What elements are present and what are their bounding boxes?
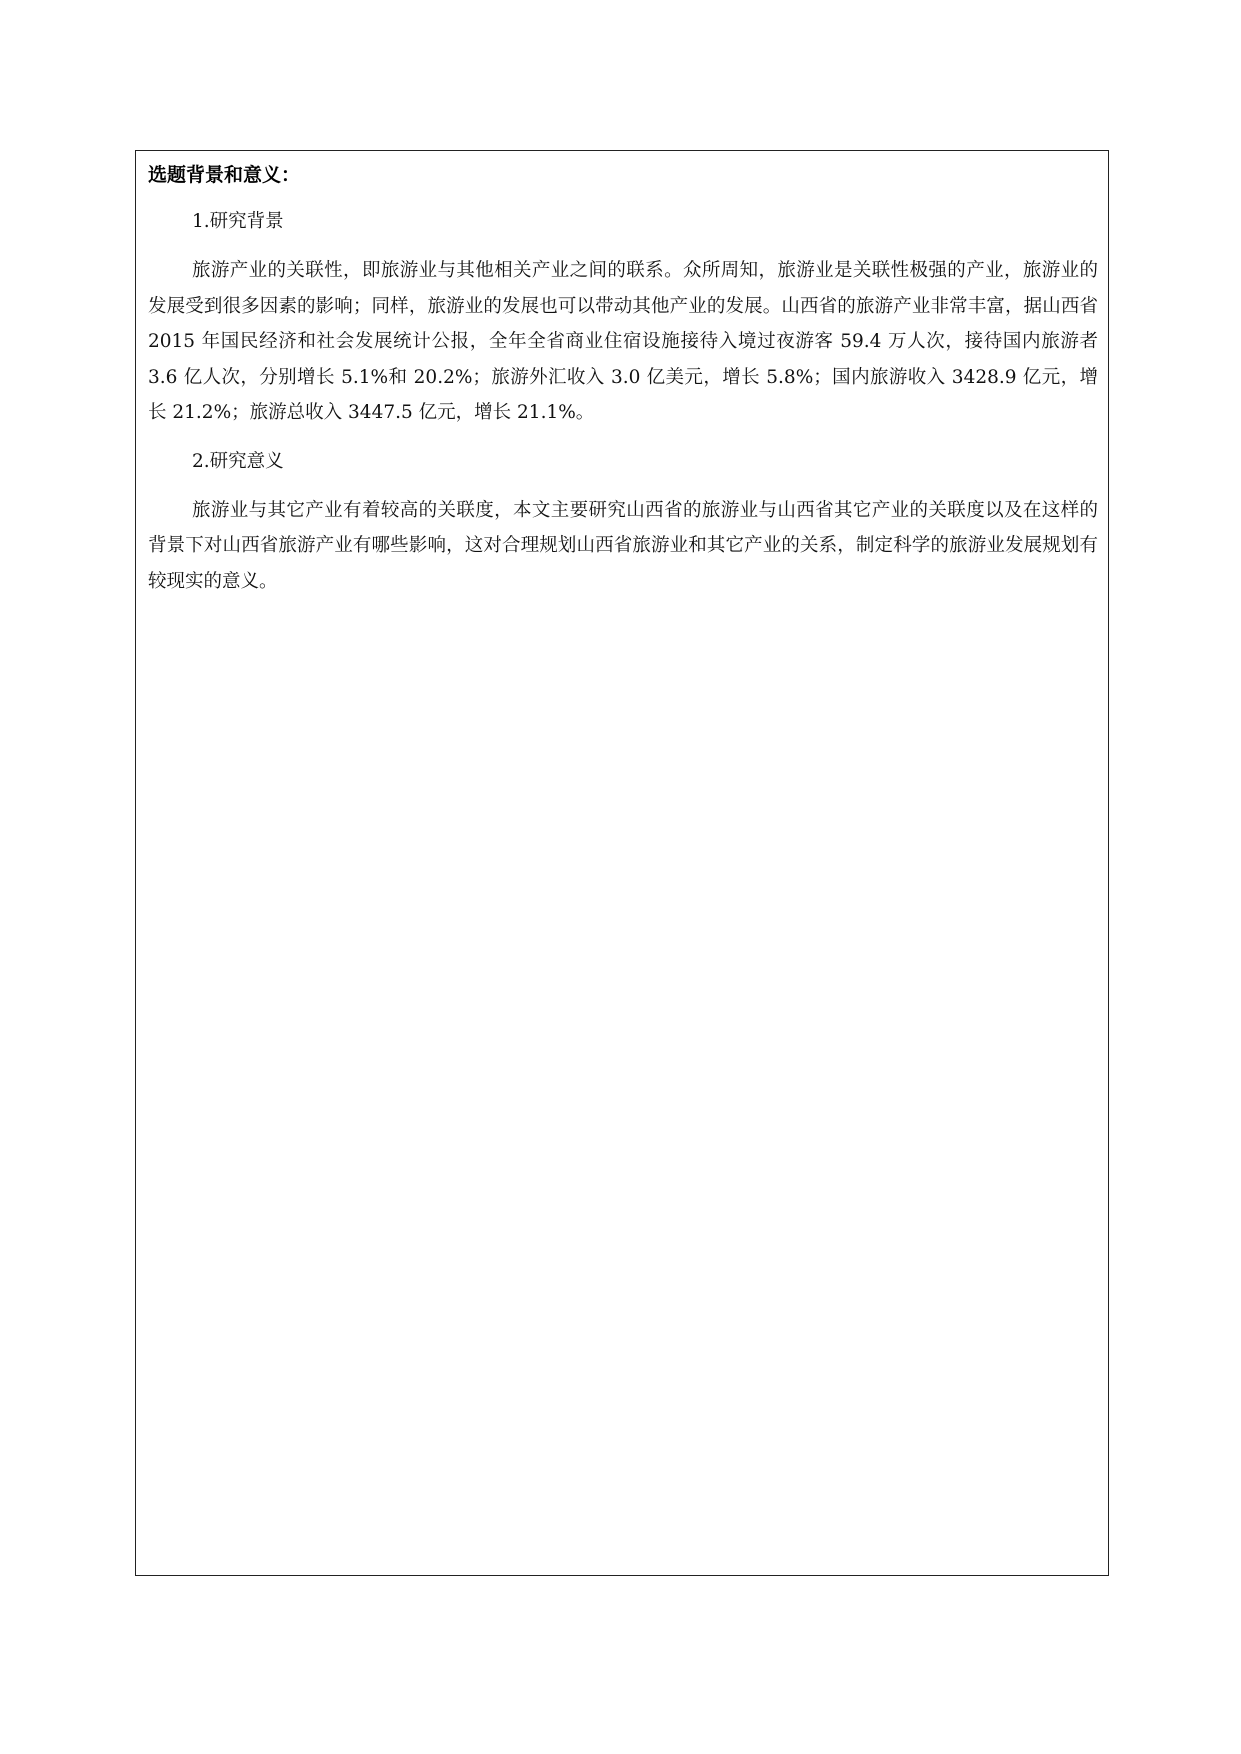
research-background-title: 1.研究背景 [192,211,284,232]
research-significance-paragraph: 旅游业与其它产业有着较高的关联度，本文主要研究山西省的旅游业与山西省其它产业的关联度以及在这样的背景下对山西省旅游产业有哪些影响，这对合理规划山西省旅游业和其它产业的关系，制定科学的旅游业发展规划有较现实的意义。 [148,499,1098,592]
research-significance-title: 2.研究意义 [192,450,284,472]
research-background-paragraph: 旅游产业的关联性，即旅游业与其他相关产业之间的联系。众所周知，旅游业是关联性极强的产业，旅游业的发展受到很多因素的影响；同样，旅游业的发展也可以带动其他产业的发展。山西省的旅游产业非常丰富，据山西省 2015 年国民经济和社会发展统计公报，全年全省商业住宿设施接待入境过夜游客 59.4 万人次，接待国内旅游者 3.6 亿人次，分别增长 5.1%和 20.2%；旅游外汇收入 3.0 亿美元，增长 5.8%；国内旅游收入 3428.9 亿元，增长 21.2%；旅游总收入 3447.5 亿元，增长 21.1%。 [148,260,1098,423]
section-heading: 选题背景和意义： [148,164,301,186]
content-area [148,208,1098,616]
form-box [135,150,1109,1576]
